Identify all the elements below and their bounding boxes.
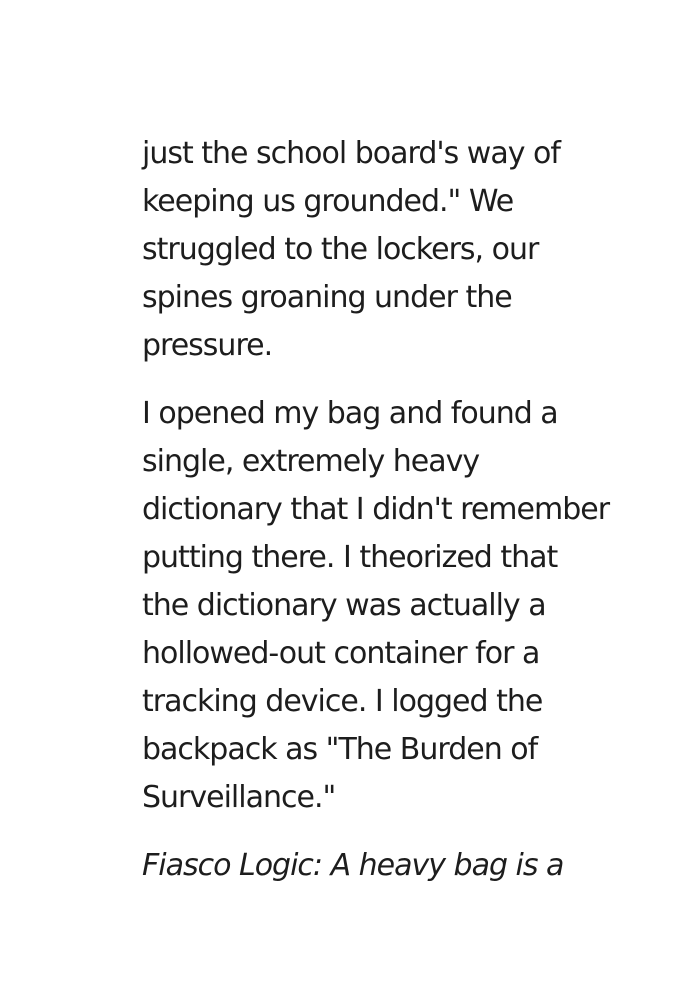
text-line: pressure. <box>142 328 273 363</box>
text-line: just the school board's way of <box>142 136 560 171</box>
paragraph <box>142 390 669 822</box>
text-line: backpack as "The Burden of <box>142 732 538 767</box>
text-line: tracking device. I logged the <box>142 684 543 719</box>
text-line: the dictionary was actually a <box>142 588 546 623</box>
text-line: hollowed-out container for a <box>142 636 540 671</box>
text-line: I opened my bag and found a <box>142 396 558 431</box>
text-line: keeping us grounded." We <box>142 184 514 219</box>
text-line: dictionary that I didn't remember <box>142 492 610 527</box>
paragraph-fiasco-logic <box>142 842 669 890</box>
text-line: putting there. I theorized that <box>142 540 558 575</box>
text-line: struggled to the lockers, our <box>142 232 539 267</box>
text-line: Fiasco Logic: A heavy bag is a <box>142 848 564 883</box>
text-line: single, extremely heavy <box>142 444 480 479</box>
paragraph <box>142 130 669 370</box>
text-line: spines groaning under the <box>142 280 512 315</box>
text-line: Surveillance." <box>142 780 336 815</box>
